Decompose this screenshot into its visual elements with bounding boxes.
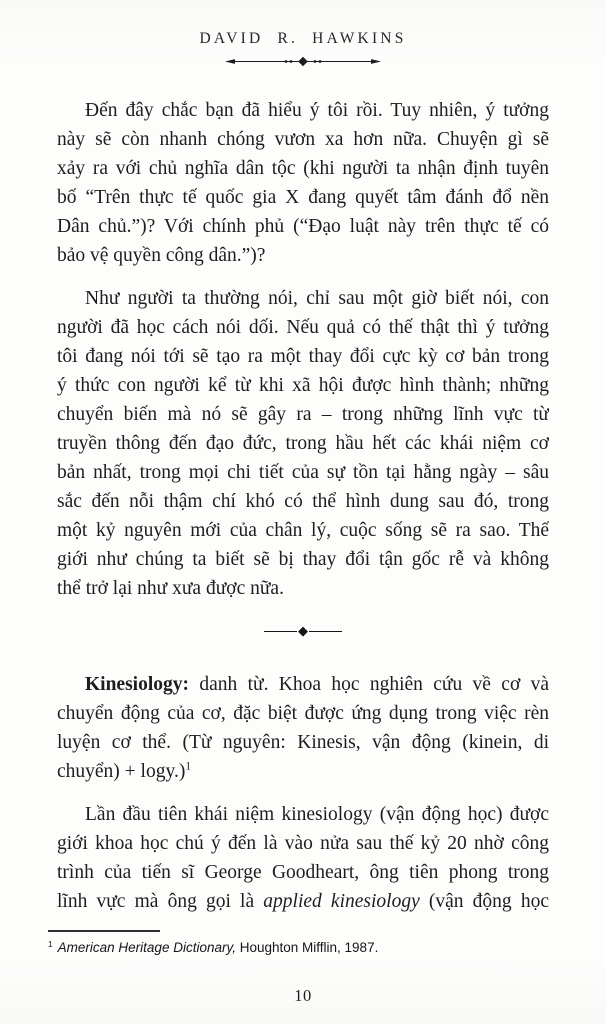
footnote-marker: 1 [185,760,191,773]
text-segment: chuyển) + logy.) [57,761,186,782]
text-segment: chuyển biến mà nó sẽ gây ra – trong những lĩnh vực từ [57,404,549,425]
text-line [57,545,549,574]
text-line [57,487,549,516]
footnote-rule [48,930,160,932]
text-segment: applied kinesiology [263,891,420,912]
text-line [57,400,549,429]
text-line [57,183,549,212]
text-segment: người đã học cách nói dối. Nếu quả có thế thật thì ý tưởng [57,317,549,338]
diamond-icon: ◆ [298,624,308,639]
text-line [57,342,549,371]
text-line [57,96,549,125]
text-line [57,284,549,313]
text-segment: sắc đến nỗi thậm chí khó có thể hình dung sau đó, trong [57,491,549,512]
text-segment: Như người ta thường nói, chỉ sau một giờ biết nói, con [85,288,549,309]
text-segment: này sẽ còn nhanh chóng vươn xa hơn nữa. Chuyện gì sẽ [57,129,549,150]
text-line [57,670,549,699]
text-segment: tôi đang nói tới sẽ tạo ra một thay đổi cực kỳ cơ bản trong [57,346,549,367]
text-segment: Dân chủ.”)? Với chính phủ (“Đạo luật này trên thực tế có [57,216,549,237]
text-line [57,800,549,829]
text-segment: trình của tiến sĩ George Goodheart, ông tiên phong trong [57,862,549,883]
text-segment: chuyển động của cơ, đặc biệt được ứng dụng trong việc rèn [57,703,549,724]
text-segment: American Heritage Dictionary, [57,940,236,955]
text-line [57,212,549,241]
text-line [57,757,549,786]
footnote [48,930,553,957]
footnote-marker: 1 [48,938,53,949]
section-divider [264,625,342,638]
text-segment: ý thức con người kể từ khi xã hội được hình thành; những [57,375,549,396]
paragraph-2 [57,284,549,603]
text-line [57,858,549,887]
definition-kinesiology [57,670,549,786]
text-segment: giới như chúng ta biết sẽ bị thay đổi tận gốc rễ và không [57,549,549,570]
paragraph-1 [57,96,549,270]
text-segment: Kinesiology: [85,674,190,695]
footnote-text [48,939,553,957]
text-line [57,429,549,458]
text-segment: lĩnh vực mà ông gọi là [57,891,264,912]
text-line [57,574,549,603]
page-number: 10 [294,986,312,1005]
paragraph-3 [57,800,549,916]
text-line [57,241,549,270]
divider-line [309,631,342,632]
text-line [57,371,549,400]
text-line [57,829,549,858]
text-line [57,516,549,545]
text-line [57,728,549,757]
divider-line [264,631,297,632]
text-segment: Đến đây chắc bạn đã hiểu ý tôi rồi. Tuy nhiên, ý tưởng [85,100,549,121]
header-ornament-icon [225,56,381,67]
text-segment: (vận động học [419,891,549,912]
text-segment: bản nhất, trong mọi chi tiết của sự tồn tại hằng ngày – sâu [57,462,549,483]
text-line [57,154,549,183]
text-segment: thể trở lại như xưa được nữa. [57,578,284,599]
running-head-author: DAVID R. HAWKINS [199,30,407,47]
text-segment: Houghton Mifflin, 1987. [235,940,379,955]
text-line [57,125,549,154]
text-line [57,458,549,487]
text-segment: giới khoa học chú ý đến là vào nửa sau thế kỷ 20 nhờ công [57,833,549,854]
text-segment: bố “Trên thực tế quốc gia X đang quyết tâm đánh đổ nền [57,187,549,208]
text-segment: xảy ra với chủ nghĩa dân tộc (khi người ta nhận định tuyên [57,158,549,179]
text-line [57,887,549,916]
text-segment: Lần đầu tiên khái niệm kinesiology (vận động học) được [85,804,549,825]
text-segment: luyện cơ thể. (Từ nguyên: Kinesis, vận động (kinein, di [57,732,549,753]
body-text [57,96,549,930]
text-line [57,699,549,728]
text-segment: danh từ. Khoa học nghiên cứu về cơ và [189,674,549,695]
text-line [57,313,549,342]
text-segment: truyền thông đến đạo đức, trong hầu hết các khái niệm cơ [57,433,549,454]
text-segment: một kỷ nguyên mới của chân lý, cuộc sống sẽ ra sao. Thế [57,520,549,541]
text-segment: bảo vệ quyền công dân.”)? [57,245,266,266]
